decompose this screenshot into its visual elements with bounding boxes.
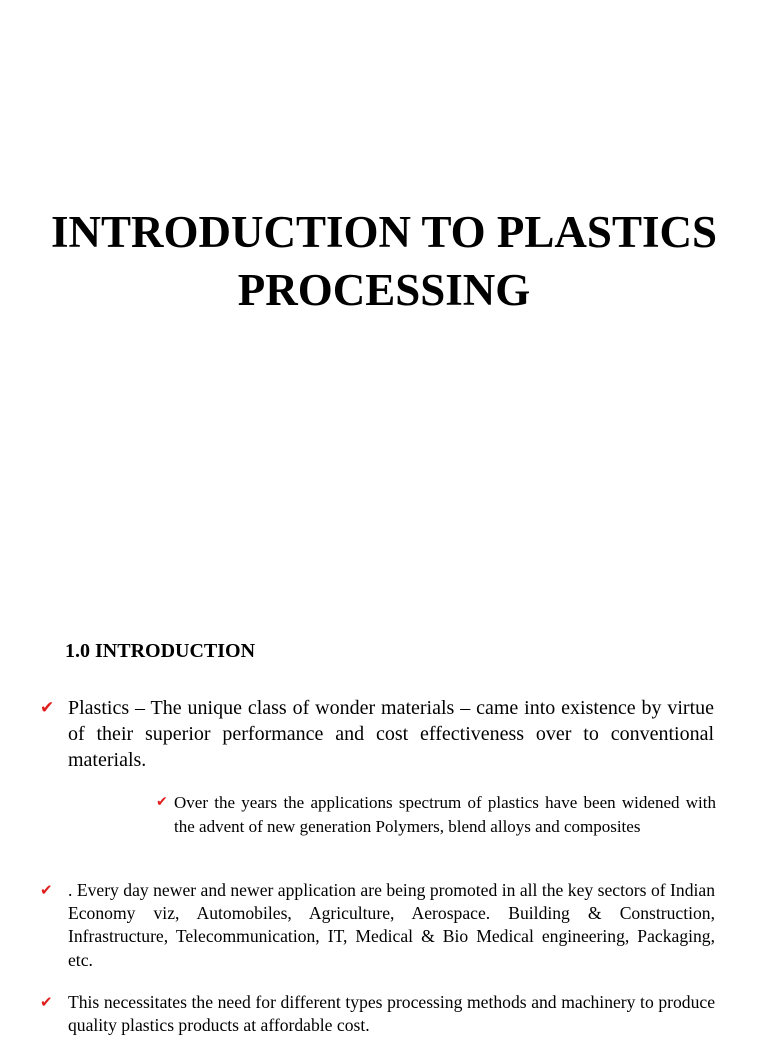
bullet-text-3: . Every day newer and newer application are being promoted in all the key sectors of Indian Economy viz, Automobiles, Agriculture, Aerospace. Building & Construction, Infrastructure, Telecommunication, IT, Medical & Bio Medical engineering, Packaging, etc.: [68, 880, 715, 970]
bullet-text-1: Plastics – The unique class of wonder materials – came into existence by virtue of their superior performance and cost effectiveness over to conventional materials.: [68, 697, 714, 771]
bullet-item-2: [156, 791, 716, 838]
bullet-item-1: [40, 695, 716, 773]
checkmark-icon: ✔: [40, 881, 53, 899]
checkmark-icon: ✔: [40, 698, 55, 718]
bullet-text-2: Over the years the applications spectrum of plastics have been widened with the advent of new generation Polymers, blend alloys and composites: [174, 793, 716, 836]
section-heading: 1.0 INTRODUCTION: [65, 640, 256, 662]
bullet-item-3: [40, 879, 716, 972]
checkmark-icon: ✔: [40, 993, 53, 1011]
page-title-line-2: PROCESSING: [237, 265, 531, 315]
page-title-line-1: INTRODUCTION TO PLASTICS: [50, 207, 717, 257]
bullet-text-4: This necessitates the need for different types processing methods and machinery to produce quality plastics products at affordable cost.: [68, 992, 715, 1036]
bullet-item-4: [40, 991, 716, 1037]
checkmark-icon: ✔: [156, 794, 168, 810]
page-title: [0, 203, 768, 319]
